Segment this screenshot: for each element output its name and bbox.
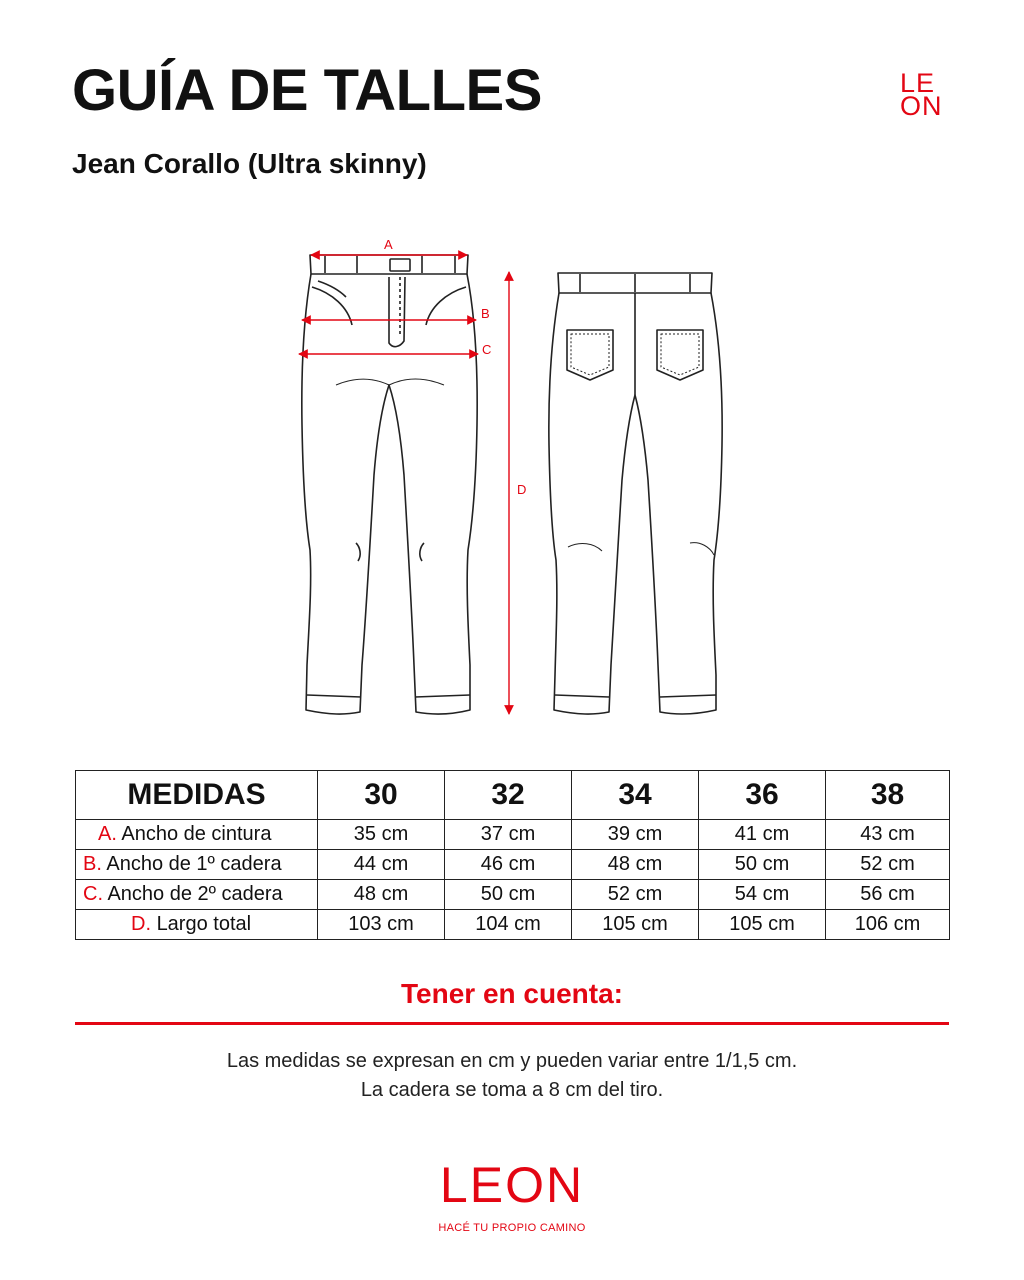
table-row [76, 850, 950, 880]
measure-label-b: B [481, 306, 490, 321]
row-letter: D. [131, 913, 151, 935]
table-cell: 104 cm [445, 910, 572, 940]
size-table [75, 770, 950, 940]
product-subtitle: Jean Corallo (Ultra skinny) [72, 148, 427, 179]
table-cell: 43 cm [826, 820, 950, 850]
table-row [76, 820, 950, 850]
row-label-text: Ancho de 1º cadera [106, 853, 282, 875]
table-cell: 37 cm [445, 820, 572, 850]
logo-line-2: ON [900, 91, 943, 121]
table-row [76, 910, 950, 940]
brand-logo-footer: LEON [439, 1157, 585, 1213]
row-label [76, 910, 318, 940]
pants-diagram [0, 225, 1024, 725]
brand-logo-top [900, 68, 952, 121]
table-cell: 103 cm [318, 910, 445, 940]
notes-divider [75, 1022, 949, 1025]
table-cell: 48 cm [318, 880, 445, 910]
table-cell: 106 cm [826, 910, 950, 940]
header-cell-size: 32 [445, 771, 572, 820]
row-label [76, 880, 318, 910]
row-letter: C. [83, 883, 103, 905]
header-cell-size: 34 [572, 771, 699, 820]
pants-front-view [302, 255, 477, 714]
table-row [76, 880, 950, 910]
table-cell: 105 cm [572, 910, 699, 940]
table-cell: 52 cm [826, 850, 950, 880]
notes-line-2: La cadera se toma a 8 cm del tiro. [360, 1079, 664, 1101]
row-label-text: Ancho de 2º cadera [107, 883, 283, 905]
row-label-text: Ancho de cintura [121, 823, 272, 845]
row-label [76, 820, 318, 850]
table-header-row [76, 771, 950, 820]
row-letter: B. [83, 853, 102, 875]
notes-line-1: Las medidas se expresan en cm y pueden variar entre 1/1,5 cm. [226, 1050, 798, 1072]
row-letter: A. [98, 823, 117, 845]
measure-label-c: C [482, 342, 492, 357]
header-cell-size: 30 [318, 771, 445, 820]
table-cell: 44 cm [318, 850, 445, 880]
table-cell: 56 cm [826, 880, 950, 910]
pants-back-view [549, 273, 722, 714]
notes-title: Tener en cuenta: [401, 978, 623, 1009]
row-label [76, 850, 318, 880]
table-cell: 50 cm [445, 880, 572, 910]
table-cell: 39 cm [572, 820, 699, 850]
table-cell: 50 cm [699, 850, 826, 880]
table-cell: 35 cm [318, 820, 445, 850]
measure-label-d: D [517, 482, 527, 497]
brand-tagline: HACÉ TU PROPIO CAMINO [438, 1222, 586, 1234]
table-cell: 46 cm [445, 850, 572, 880]
table-cell: 41 cm [699, 820, 826, 850]
measure-label-a: A [384, 237, 393, 252]
logo-line-1: LE [900, 68, 936, 98]
header-cell-medidas: MEDIDAS [76, 771, 318, 820]
table-cell: 48 cm [572, 850, 699, 880]
header-cell-size: 38 [826, 771, 950, 820]
page-title: GUÍA DE TALLES [72, 58, 542, 123]
table-cell: 52 cm [572, 880, 699, 910]
table-cell: 105 cm [699, 910, 826, 940]
header-cell-size: 36 [699, 771, 826, 820]
table-cell: 54 cm [699, 880, 826, 910]
row-label-text: Largo total [156, 913, 252, 935]
